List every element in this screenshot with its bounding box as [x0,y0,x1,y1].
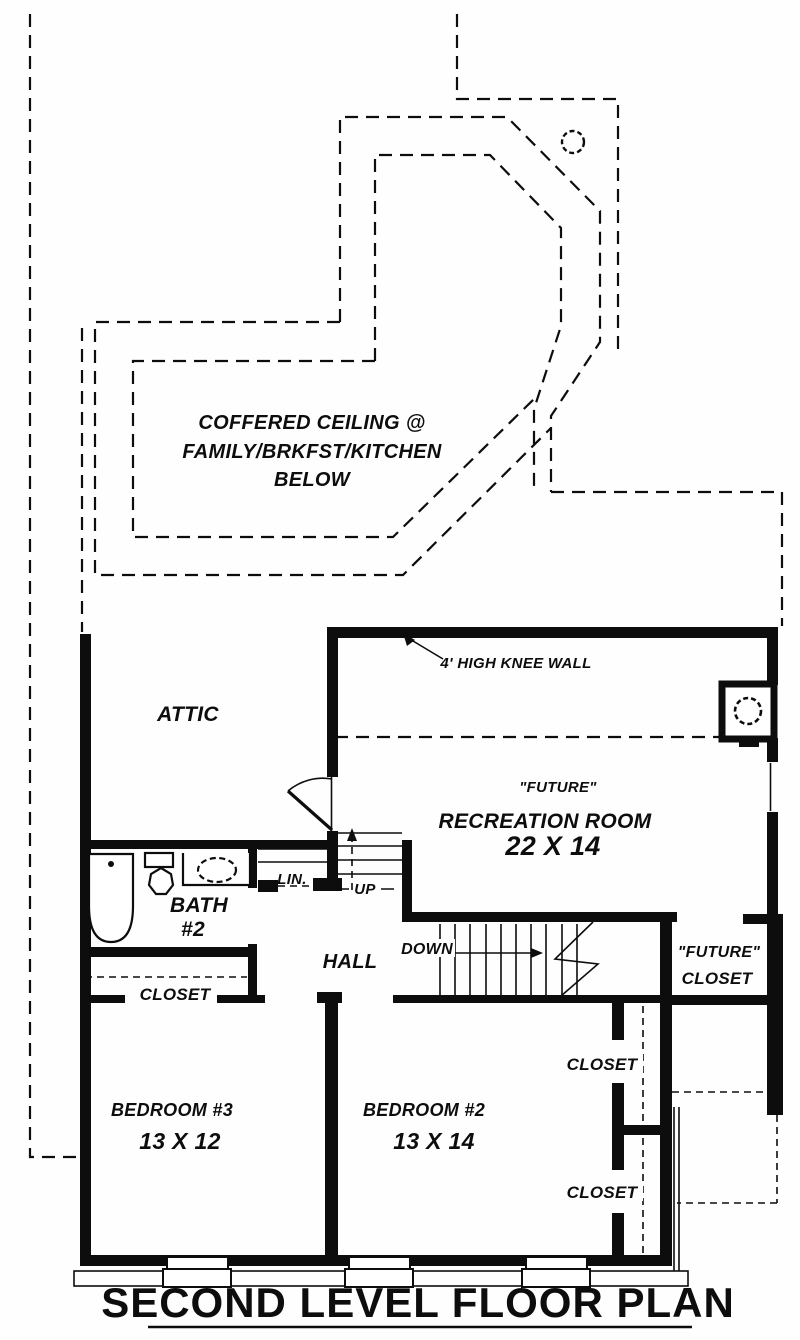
sheet-title [101,1279,735,1327]
future-area-below [672,1092,777,1271]
closet-upper-label: CLOSET [566,1055,638,1074]
closet-lower-label: CLOSET [566,1183,638,1202]
tub-faucet-icon [108,861,114,867]
bedroom2-label: BEDROOM #2 [362,1100,486,1120]
linen-label: LIN. [277,871,307,888]
coffered-ceiling-label-line3: BELOW [274,469,350,491]
plan-title: SECOND LEVEL FLOOR PLAN [101,1279,735,1326]
up-label: UP [354,881,376,898]
down-arrow-icon [531,948,543,958]
bedroom3-size: 13 X 12 [139,1128,221,1154]
knee-wall-label: 4' HIGH KNEE WALL [440,655,592,672]
stairs-down [440,922,598,996]
bedroom2-size: 13 X 14 [393,1128,475,1154]
attic-label: ATTIC [157,703,219,726]
bedroom3-label: BEDROOM #3 [110,1100,234,1120]
bath-label-line2: #2 [181,918,205,941]
bath-closet-label: CLOSET [139,985,211,1004]
knee-wall-line [335,633,722,737]
bathtub-icon [89,854,133,942]
attic-door [288,777,332,831]
coffered-ceiling-label-line1: COFFERED CEILING @ [198,412,426,434]
bath-label-line1: BATH [170,894,228,917]
column-icon [562,131,584,153]
recreation-room-label: RECREATION ROOM [438,810,652,833]
toilet-bowl-icon [149,868,173,894]
sink-icon [198,858,236,882]
down-label: DOWN [401,941,453,958]
recreation-room-size: 22 X 14 [505,831,601,861]
chimney [722,684,774,747]
future-closet-label-line1: "FUTURE" [677,944,761,961]
up-arrow-icon [347,828,357,841]
future-closet-label-line2: CLOSET [681,969,753,988]
hall-label: HALL [322,951,378,973]
future-label: "FUTURE" [519,779,597,796]
coffered-ceiling-label-line2: FAMILY/BRKFST/KITCHEN [182,441,442,463]
kitchen-bay-outline [340,117,600,492]
toilet-tank-icon [145,853,173,867]
